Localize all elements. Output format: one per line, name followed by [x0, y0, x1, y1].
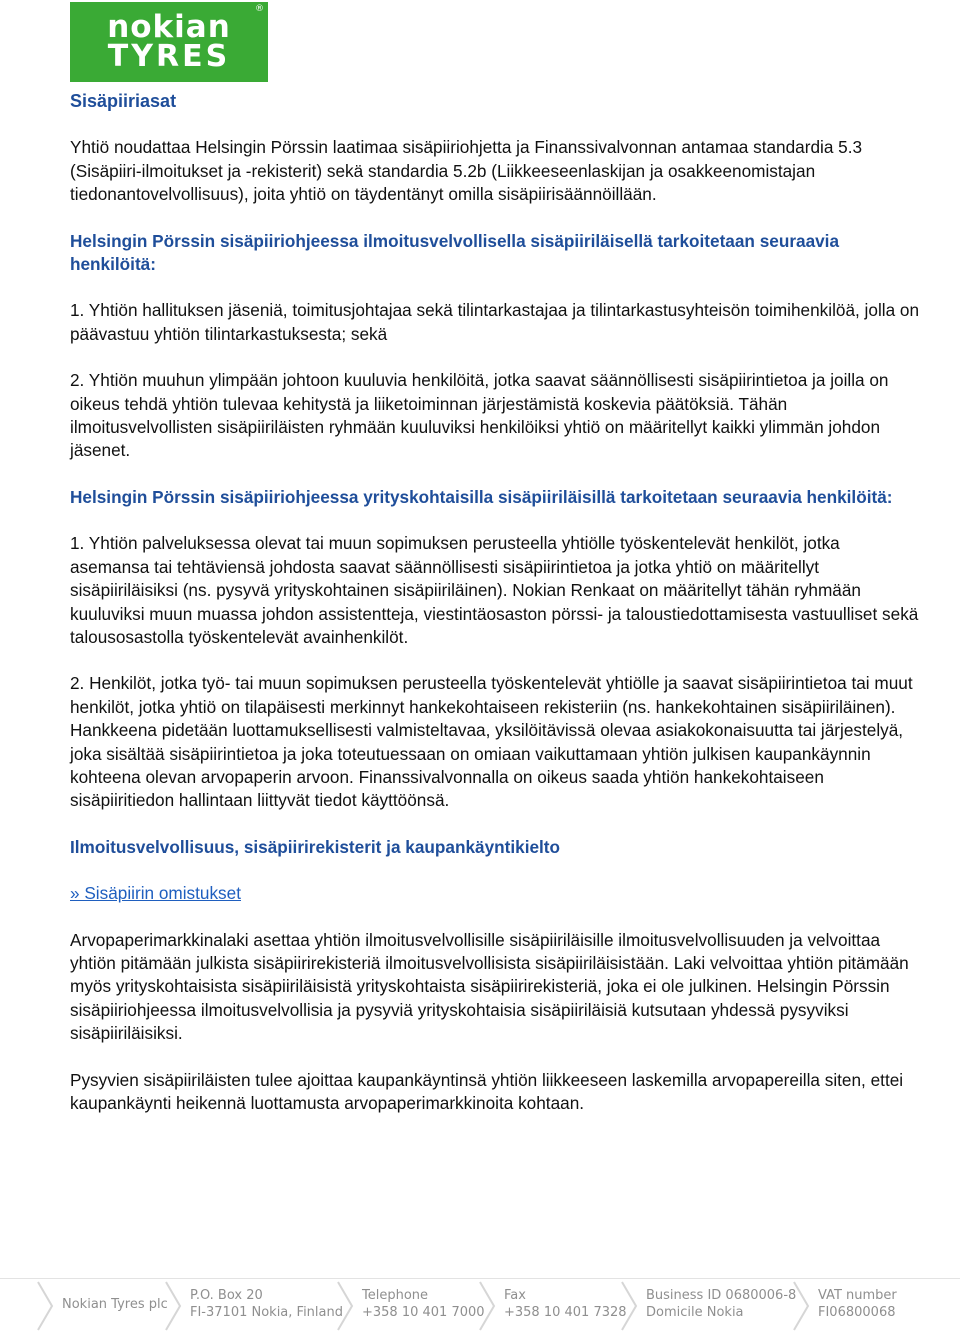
- footer-telephone: [362, 1287, 485, 1321]
- footer-telephone-label: Telephone: [362, 1288, 429, 1303]
- logo-word-tyres: TYRES: [107, 39, 231, 74]
- registered-mark: ®: [255, 4, 264, 14]
- page-title: Sisäpiiriasat: [70, 91, 177, 111]
- footer-address-line: FI-37101 Nokia, Finland: [190, 1305, 343, 1320]
- footer-fax: [504, 1287, 627, 1321]
- footer-vat-label: VAT number: [818, 1288, 897, 1303]
- footer-vat: [818, 1287, 897, 1321]
- footer-fax-label: Fax: [504, 1288, 526, 1303]
- list-item: 2. Henkilöt, jotka työ- tai muun sopimuksen perusteella työskentelevät yhtiölle ja saavat sisäpiirintietoa tai muut henkilöt, jotka yhtiö on tilapäisesti merkinnyt hankekohtaiseen rekisteriin (ns. hankekohtainen sisäpiiriläinen). Hankkeena pidetään luottamuksellisesti valmisteltavaa, yksilöitävissä olevaa asiakokonaisuutta tai järjestelyä, joka sisältää sisäpiirintietoa ja joka toteutuessaan on omiaan vaikuttamaan yhtiön julkisen kaupankäynnin kohteena olevan arvopaperin arvoon. Finanssivalvonnalla on oikeus saada yhtiön hankekohtaiseen sisäpiiritiedon hallintaan liittyvät tiedot käyttöönsä.: [70, 673, 913, 811]
- footer-telephone-number: +358 10 401 7000: [362, 1305, 485, 1320]
- footer-business-id-value: Business ID 0680006-8: [646, 1288, 797, 1303]
- intro-paragraph: Yhtiö noudattaa Helsingin Pörssin laatimaa sisäpiiriohjetta ja Finanssivalvonnan antamaa standardia 5.3 (Sisäpiiri-ilmoitukset ja -rekisterit) sekä standardia 5.2b (Liikkeeseenlaskijan ja osakkeenomistajan tiedonantovelvollisuus), joita yhtiö on täydentänyt omilla sisäpiirisäännöillään.: [70, 137, 863, 205]
- footer-business-id: [646, 1287, 796, 1321]
- insider-holdings-link[interactable]: » Sisäpiirin omistukset: [70, 883, 241, 904]
- logo-word-nokian: nokian: [107, 9, 231, 45]
- page-footer: [0, 1278, 960, 1334]
- document-body: [70, 90, 920, 1138]
- footer-vat-number: FI06800068: [818, 1305, 896, 1320]
- footer-domicile: Domicile Nokia: [646, 1305, 744, 1320]
- section-heading-notifiable-insiders: Helsingin Pörssin sisäpiiriohjeessa ilmoitusvelvollisella sisäpiiriläisellä tarkoitetaan seuraavia henkilöitä:: [70, 230, 840, 275]
- list-item: 1. Yhtiön hallituksen jäseniä, toimitusjohtajaa sekä tilintarkastajaa ja tilintarkastusyhteisön toimihenkilöä, jolla on päävastuu yhtiön tilintarkastuksesta; sekä: [70, 300, 920, 344]
- section-heading-notification-obligation: Ilmoitusvelvollisuus, sisäpiirirekisterit ja kaupankäyntikielto: [70, 836, 561, 857]
- section-heading-company-insiders: Helsingin Pörssin sisäpiiriohjeessa yrityskohtaisilla sisäpiiriläisillä tarkoitetaan seuraavia henkilöitä:: [70, 486, 893, 507]
- trading-paragraph: Pysyvien sisäpiiriläisten tulee ajoittaa kaupankäyntinsä yhtiön liikkeeseen laskemilla arvopapereilla siten, ettei kaupankäynti heikennä luottamusta arvopaperimarkkinoita kohtaan.: [70, 1069, 904, 1113]
- footer-address: [190, 1287, 343, 1321]
- list-item: 2. Yhtiön muuhun ylimpään johtoon kuuluvia henkilöitä, jotka saavat säännöllisesti sisäpiirintietoa ja joilla on oikeus tehdä yhtiön tulevaa kehitystä ja liiketoiminnan järjestämistä koskevia päätöksiä. Tähän ilmoitusvelvollisten sisäpiiriläisten ryhmään kuuluviksi henkilöiksi yhtiö on määritellyt kaikki ylimmän johdon jäsenet.: [70, 370, 889, 461]
- footer-company: Nokian Tyres plc: [62, 1297, 168, 1312]
- footer-address-line: P.O. Box 20: [190, 1288, 263, 1303]
- law-paragraph: Arvopaperimarkkinalaki asettaa yhtiön ilmoitusvelvollisille sisäpiiriläisille ilmoitusvelvollisuuden ja velvoittaa yhtiön pitämään julkista sisäpiirirekisteriä ilmoitusvelvollisista sisäpiiriläisistään. Laki velvoittaa yhtiön pitämään myös yrityskohtaisista sisäpiiriläisistä yrityskohtaista sisäpiirirekisteriä, joka ei ole julkinen. Helsingin Pörssin sisäpiiriohjeessa ilmoitusvelvollisia ja pysyviä yrityskohtaisia sisäpiiriläisiä kutsutaan yhdessä pysyviksi sisäpiiriläisiksi.: [70, 929, 909, 1044]
- nokian-tyres-logo: [70, 2, 268, 82]
- footer-fax-number: +358 10 401 7328: [504, 1305, 627, 1320]
- list-item: 1. Yhtiön palveluksessa olevat tai muun sopimuksen perusteella yhtiölle työskentelevät henkilöt, jotka asemansa tai tehtäviensä johdosta saavat säännöllisesti sisäpiirintietoa ja jotka yhtiö on määritellyt sisäpiiriläisiksi (ns. pysyvä yrityskohtainen sisäpiiriläinen). Nokian Renkaat on määritellyt tähän ryhmään kuuluviksi muun muassa johdon assistentteja, viestintäosaston pörssi- ja taloustiedottamisesta vastuulliset sekä talousosastolla työskentelevät avainhenkilöt.: [70, 533, 919, 647]
